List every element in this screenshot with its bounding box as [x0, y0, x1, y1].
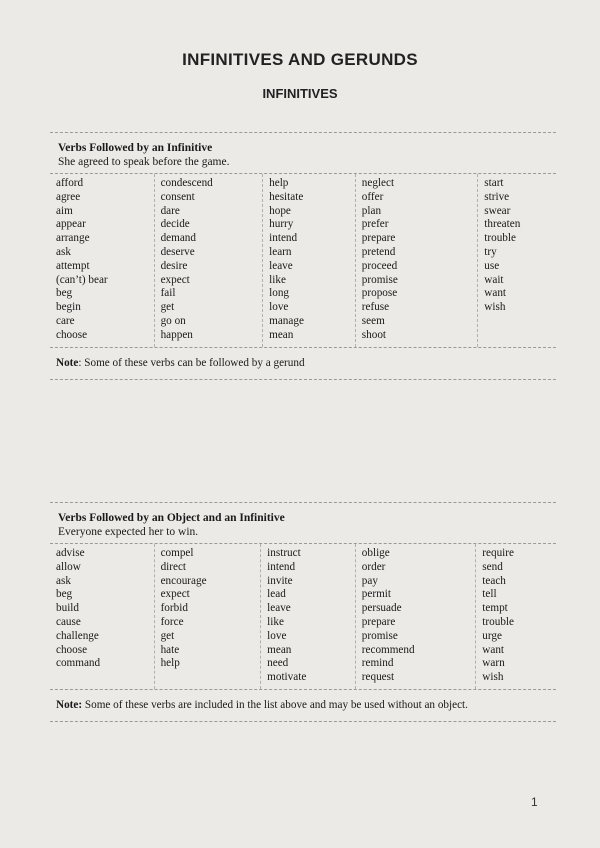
verb-item: request — [361, 671, 395, 684]
verb-item: like — [267, 615, 284, 628]
page-number: 1 — [531, 795, 538, 809]
verb-item: promise — [361, 273, 398, 286]
verb-item: begin — [56, 301, 81, 314]
infinitive-verbs-box — [50, 132, 556, 380]
verb-item: arrange — [56, 232, 90, 245]
verb-item: prepare — [361, 615, 396, 628]
verb-item: like — [269, 273, 286, 286]
verb-item: help — [160, 657, 180, 670]
verb-item: permit — [361, 588, 391, 601]
verb-item: build — [56, 602, 79, 615]
verb-item: direct — [160, 560, 187, 573]
verb-item: mean — [269, 328, 294, 341]
verb-item: tempt — [482, 602, 508, 615]
verb-item: fail — [160, 287, 176, 300]
verb-item: forbid — [160, 602, 188, 615]
box-header — [50, 503, 556, 544]
verb-column — [356, 544, 477, 689]
verb-item: neglect — [361, 177, 395, 189]
verb-item: proceed — [361, 259, 398, 272]
box-header — [50, 133, 556, 174]
verb-item: deserve — [160, 245, 195, 258]
verb-item: hesitate — [269, 190, 304, 203]
verb-item: need — [267, 657, 289, 670]
verb-item: threaten — [484, 218, 521, 231]
note-label: Note — [56, 356, 79, 369]
verb-column — [263, 174, 356, 347]
verb-item: afford — [56, 177, 84, 189]
box-heading: Verbs Followed by an Infinitive — [58, 142, 213, 154]
verb-item: leave — [269, 259, 293, 272]
verb-item: remind — [361, 657, 394, 670]
verb-item: desire — [160, 259, 188, 272]
verb-item: appear — [56, 218, 86, 231]
verb-item: choose — [56, 643, 88, 656]
verb-item: offer — [361, 190, 384, 203]
verb-item: pretend — [361, 245, 396, 258]
verb-item: require — [482, 547, 514, 559]
verb-columns — [50, 174, 556, 348]
verb-item: want — [482, 643, 505, 656]
verb-item: hurry — [269, 218, 294, 231]
verb-item: choose — [56, 328, 88, 341]
verb-item: trouble — [482, 615, 514, 628]
verb-item: oblige — [361, 547, 390, 559]
verb-column — [356, 174, 479, 347]
verb-item: propose — [361, 287, 398, 300]
verb-item: compel — [160, 547, 194, 559]
verb-columns — [50, 544, 556, 690]
verb-item: long — [269, 287, 290, 300]
verb-item: love — [269, 301, 289, 314]
verb-item: teach — [482, 574, 506, 587]
note-text: Some of these verbs are included in the list above and may be used without an object. — [82, 698, 468, 711]
verb-item: demand — [160, 232, 196, 245]
verb-item: advise — [56, 547, 85, 559]
verb-item: attempt — [56, 259, 90, 272]
verb-item: go on — [160, 314, 186, 327]
section-subtitle: INFINITIVES — [262, 86, 338, 101]
verb-item: beg — [56, 588, 73, 601]
verb-item: shoot — [361, 328, 387, 341]
verb-item: plan — [361, 204, 382, 217]
verb-item: command — [56, 657, 101, 670]
verb-item: prefer — [361, 218, 389, 231]
verb-item: intend — [267, 560, 296, 573]
verb-item: want — [484, 287, 507, 300]
verb-item: invite — [267, 574, 293, 587]
verb-item: pay — [361, 574, 378, 587]
note-label: Note: — [56, 698, 83, 711]
verb-column — [476, 544, 556, 689]
verb-column — [155, 544, 262, 689]
verb-item: (can’t) bear — [56, 273, 108, 286]
verb-item: happen — [160, 328, 193, 341]
box-note — [50, 348, 556, 379]
page-title: INFINITIVES AND GERUNDS — [182, 50, 418, 69]
verb-item: urge — [482, 629, 502, 642]
verb-item: cause — [56, 615, 81, 628]
verb-item: prepare — [361, 232, 396, 245]
verb-item: trouble — [484, 232, 516, 245]
verb-item: expect — [160, 588, 190, 601]
verb-item: expect — [160, 273, 190, 286]
verb-item: recommend — [361, 643, 415, 656]
verb-item: use — [484, 259, 500, 272]
verb-column — [50, 544, 155, 689]
verb-item: persuade — [361, 602, 402, 615]
verb-item: wish — [484, 301, 506, 314]
verb-item: motivate — [267, 671, 307, 684]
verb-item: leave — [267, 602, 291, 615]
verb-item: refuse — [361, 301, 390, 314]
box-example: She agreed to speak before the game. — [58, 156, 230, 168]
verb-item: strive — [484, 190, 510, 203]
verb-item: hate — [160, 643, 180, 656]
box-example: Everyone expected her to win. — [58, 526, 199, 538]
verb-item: wish — [482, 671, 504, 684]
verb-item: lead — [267, 588, 286, 601]
verb-item: seem — [361, 314, 385, 327]
verb-item: swear — [484, 204, 511, 217]
verb-item: dare — [160, 204, 180, 217]
object-infinitive-verbs-box — [50, 502, 556, 722]
verb-item: force — [160, 615, 184, 628]
verb-item: hope — [269, 204, 291, 217]
box-heading: Verbs Followed by an Object and an Infinitive — [58, 512, 285, 524]
verb-item: start — [484, 177, 504, 189]
verb-item: agree — [56, 190, 81, 203]
verb-item: order — [361, 560, 386, 573]
verb-item: mean — [267, 643, 292, 656]
verb-item: try — [484, 245, 497, 258]
verb-item: consent — [160, 190, 195, 203]
verb-column — [155, 174, 264, 347]
verb-item: ask — [56, 245, 71, 258]
verb-item: get — [160, 629, 175, 642]
verb-column — [261, 544, 356, 689]
box-note — [50, 690, 556, 721]
verb-item: manage — [269, 314, 304, 327]
verb-item: learn — [269, 245, 292, 258]
verb-item: aim — [56, 204, 73, 217]
verb-item: love — [267, 629, 287, 642]
verb-item: wait — [484, 273, 504, 286]
verb-item: care — [56, 314, 75, 327]
verb-item: condescend — [160, 177, 213, 189]
verb-item: encourage — [160, 574, 207, 587]
verb-item: challenge — [56, 629, 99, 642]
note-text: : Some of these verbs can be followed by a gerund — [78, 356, 305, 369]
verb-item: decide — [160, 218, 190, 231]
verb-item: get — [160, 301, 175, 314]
verb-column — [50, 174, 155, 347]
verb-item: warn — [482, 657, 505, 670]
verb-item: help — [269, 177, 289, 189]
verb-column — [478, 174, 556, 347]
verb-item: ask — [56, 574, 71, 587]
verb-item: promise — [361, 629, 398, 642]
verb-item: beg — [56, 287, 73, 300]
verb-item: allow — [56, 560, 81, 573]
verb-item: send — [482, 560, 503, 573]
verb-item: intend — [269, 232, 298, 245]
verb-item: instruct — [267, 547, 301, 559]
verb-item: tell — [482, 588, 497, 601]
